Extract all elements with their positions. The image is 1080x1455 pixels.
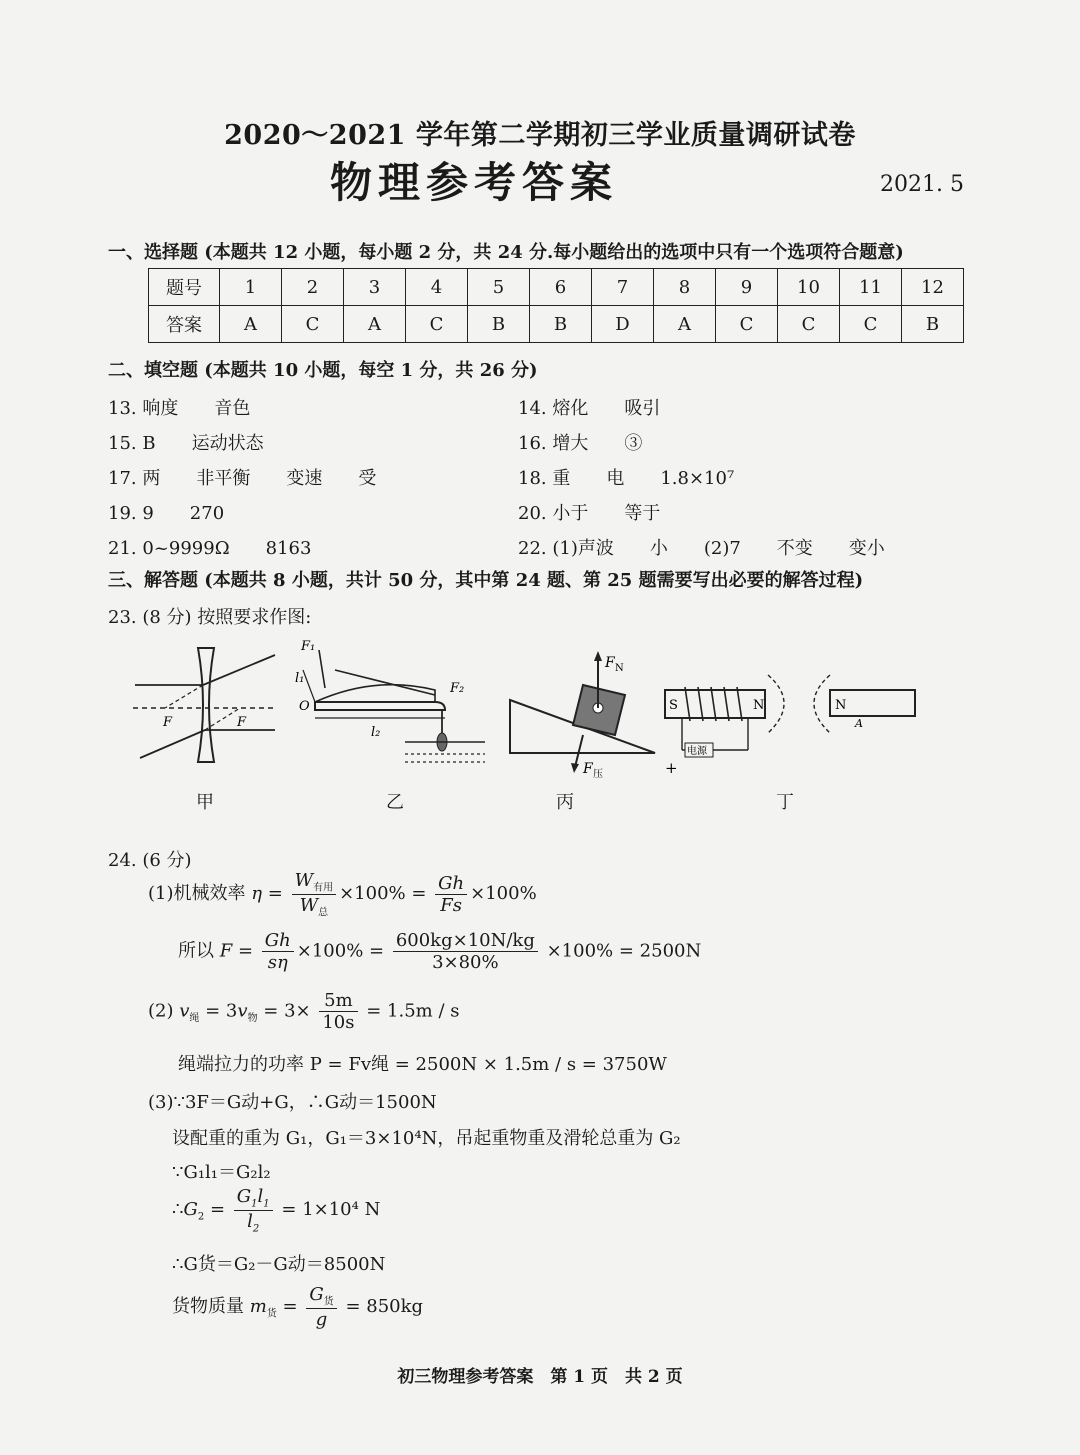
row-label: 答案 — [149, 306, 220, 343]
table-cell: 12 — [902, 269, 964, 306]
answer-21: 21. 0~9999Ω 8163 — [108, 538, 312, 559]
figure-electromagnet — [660, 655, 920, 780]
focus-label: F — [237, 715, 247, 730]
arm-label: l₂ — [371, 725, 381, 740]
g2-formula: $\therefore G_2$ = $\frac{G_1l_1}{l_2}$ = 1×10⁴ N — [172, 1186, 381, 1235]
velocity-formula: (2) $v_绳 = 3v_物 = 3\times$ $\frac{5m}{10s}$ = 1.5m / s — [148, 990, 460, 1033]
exam-title: 2020～2021 学年第二学期初三学业质量调研试卷 — [224, 120, 856, 151]
solution-line: (3)∵3F＝G动+G，∴G动＝1500N — [148, 1092, 437, 1113]
battery-label: 电源 — [687, 746, 707, 757]
question-24-heading: 24. (6 分) — [108, 850, 192, 871]
answer-14: 14. 熔化 吸引 — [518, 398, 661, 419]
figure-label-ding: 丁 — [776, 792, 794, 813]
table-cell: A — [654, 306, 716, 343]
answer-16: 16. 增大 ③ — [518, 433, 643, 454]
section1-heading: 一、选择题 (本题共 12 小题，每小题 2 分，共 24 分.每小题给出的选项中只有一个选项符合题意) — [108, 242, 904, 263]
mass-formula: 货物质量 $m_货$ = $\frac{G_货}{g}$ = 850kg — [172, 1284, 424, 1330]
pivot-label: O — [299, 699, 310, 714]
power-formula: 绳端拉力的功率 P = Fv绳 = 2500N × 1.5m / s = 3750W — [178, 1054, 667, 1075]
table-cell: 3 — [344, 269, 406, 306]
plus-label: + — [665, 759, 678, 777]
solution-line: ∴G货＝G₂－G动＝8500N — [172, 1254, 386, 1275]
table-cell: B — [902, 306, 964, 343]
page-footer: 初三物理参考答案 第 1 页 共 2 页 — [397, 1367, 683, 1387]
table-cell: 11 — [840, 269, 902, 306]
answer-22: 22. (1)声波 小 (2)7 不变 变小 — [518, 538, 885, 559]
figure-label-yi: 乙 — [386, 792, 404, 813]
answer-18: 18. 重 电 1.8×10⁷ — [518, 468, 735, 489]
table-cell: 2 — [282, 269, 344, 306]
row-label: 题号 — [149, 269, 220, 306]
formula-label: 所以 — [178, 940, 214, 962]
section3-heading: 三、解答题 (本题共 8 小题，共计 50 分，其中第 24 题、第 25 题需要写出必要的解答过程) — [108, 570, 864, 591]
force-label: F₁ — [301, 639, 316, 654]
point-label: A — [855, 717, 863, 730]
arm-label: l₁ — [295, 671, 305, 686]
table-cell: C — [778, 306, 840, 343]
force-label: F₂ — [450, 681, 465, 696]
table-cell: 5 — [468, 269, 530, 306]
table-cell: C — [406, 306, 468, 343]
figure-label-jia: 甲 — [196, 792, 214, 813]
solution-line: 设配重的重为 G₁，G₁＝3×10⁴N，吊起重物重及滑轮总重为 G₂ — [172, 1128, 681, 1149]
table-cell: A — [220, 306, 282, 343]
table-cell: 1 — [220, 269, 282, 306]
formula-label: (1)机械效率 — [148, 883, 246, 905]
table-cell: C — [282, 306, 344, 343]
table-cell: 10 — [778, 269, 840, 306]
answer-17: 17. 两 非平衡 变速 受 — [108, 468, 377, 489]
section2-heading: 二、填空题 (本题共 10 小题，每空 1 分，共 26 分) — [108, 360, 538, 381]
table-cell: C — [840, 306, 902, 343]
table-cell: D — [592, 306, 654, 343]
answer-20: 20. 小于 等于 — [518, 503, 661, 524]
table-cell: A — [344, 306, 406, 343]
force-label: F — [605, 655, 615, 671]
table-row — [149, 269, 964, 306]
pole-label: S — [669, 698, 678, 713]
question-23-heading: 23. (8 分) 按照要求作图: — [108, 607, 312, 628]
efficiency-formula: (1)机械效率 η = $\frac{W_{有用}}{W_总}$ ×100% = $\frac{Gh}{Fs}$ ×100% — [148, 870, 537, 919]
force-subscript: 压 — [593, 769, 603, 780]
force-formula: 所以 F = $\frac{Gh}{s\eta}$ ×100% = $\frac{600kg\times 10N/kg}{3\times 80\%}$ ×100% = 2500N — [178, 930, 702, 973]
exam-date: 2021. 5 — [880, 172, 964, 197]
answer-table — [148, 268, 964, 343]
table-row — [149, 306, 964, 343]
formula-label: (2) — [148, 1000, 174, 1022]
pole-label: N — [835, 698, 847, 713]
table-cell: C — [716, 306, 778, 343]
table-cell: 6 — [530, 269, 592, 306]
figure-concave-lens — [125, 640, 285, 770]
force-subscript: N — [615, 663, 624, 674]
figure-lever — [285, 630, 500, 775]
formula-result: = 850kg — [345, 1295, 424, 1317]
page-title: 物理参考答案 — [330, 158, 619, 207]
force-label: F — [583, 761, 593, 777]
figure-incline — [505, 645, 665, 780]
table-cell: 8 — [654, 269, 716, 306]
table-cell: 9 — [716, 269, 778, 306]
formula-result: = 1.5m / s — [366, 1000, 460, 1022]
table-cell: B — [468, 306, 530, 343]
table-cell: 4 — [406, 269, 468, 306]
answer-19: 19. 9 270 — [108, 503, 225, 524]
pole-label: N — [753, 698, 765, 713]
solution-line: ∵G₁l₁＝G₂l₂ — [172, 1162, 271, 1183]
answer-13: 13. 响度 音色 — [108, 398, 251, 419]
table-cell: B — [530, 306, 592, 343]
answer-15: 15. B 运动状态 — [108, 433, 264, 454]
table-cell: 7 — [592, 269, 654, 306]
formula-label: 货物质量 — [172, 1295, 244, 1317]
formula-result: = 1×10⁴ N — [281, 1199, 381, 1221]
formula-result: ×100% = 2500N — [546, 940, 702, 962]
focus-label: F — [163, 715, 173, 730]
figure-label-bing: 丙 — [556, 792, 574, 813]
